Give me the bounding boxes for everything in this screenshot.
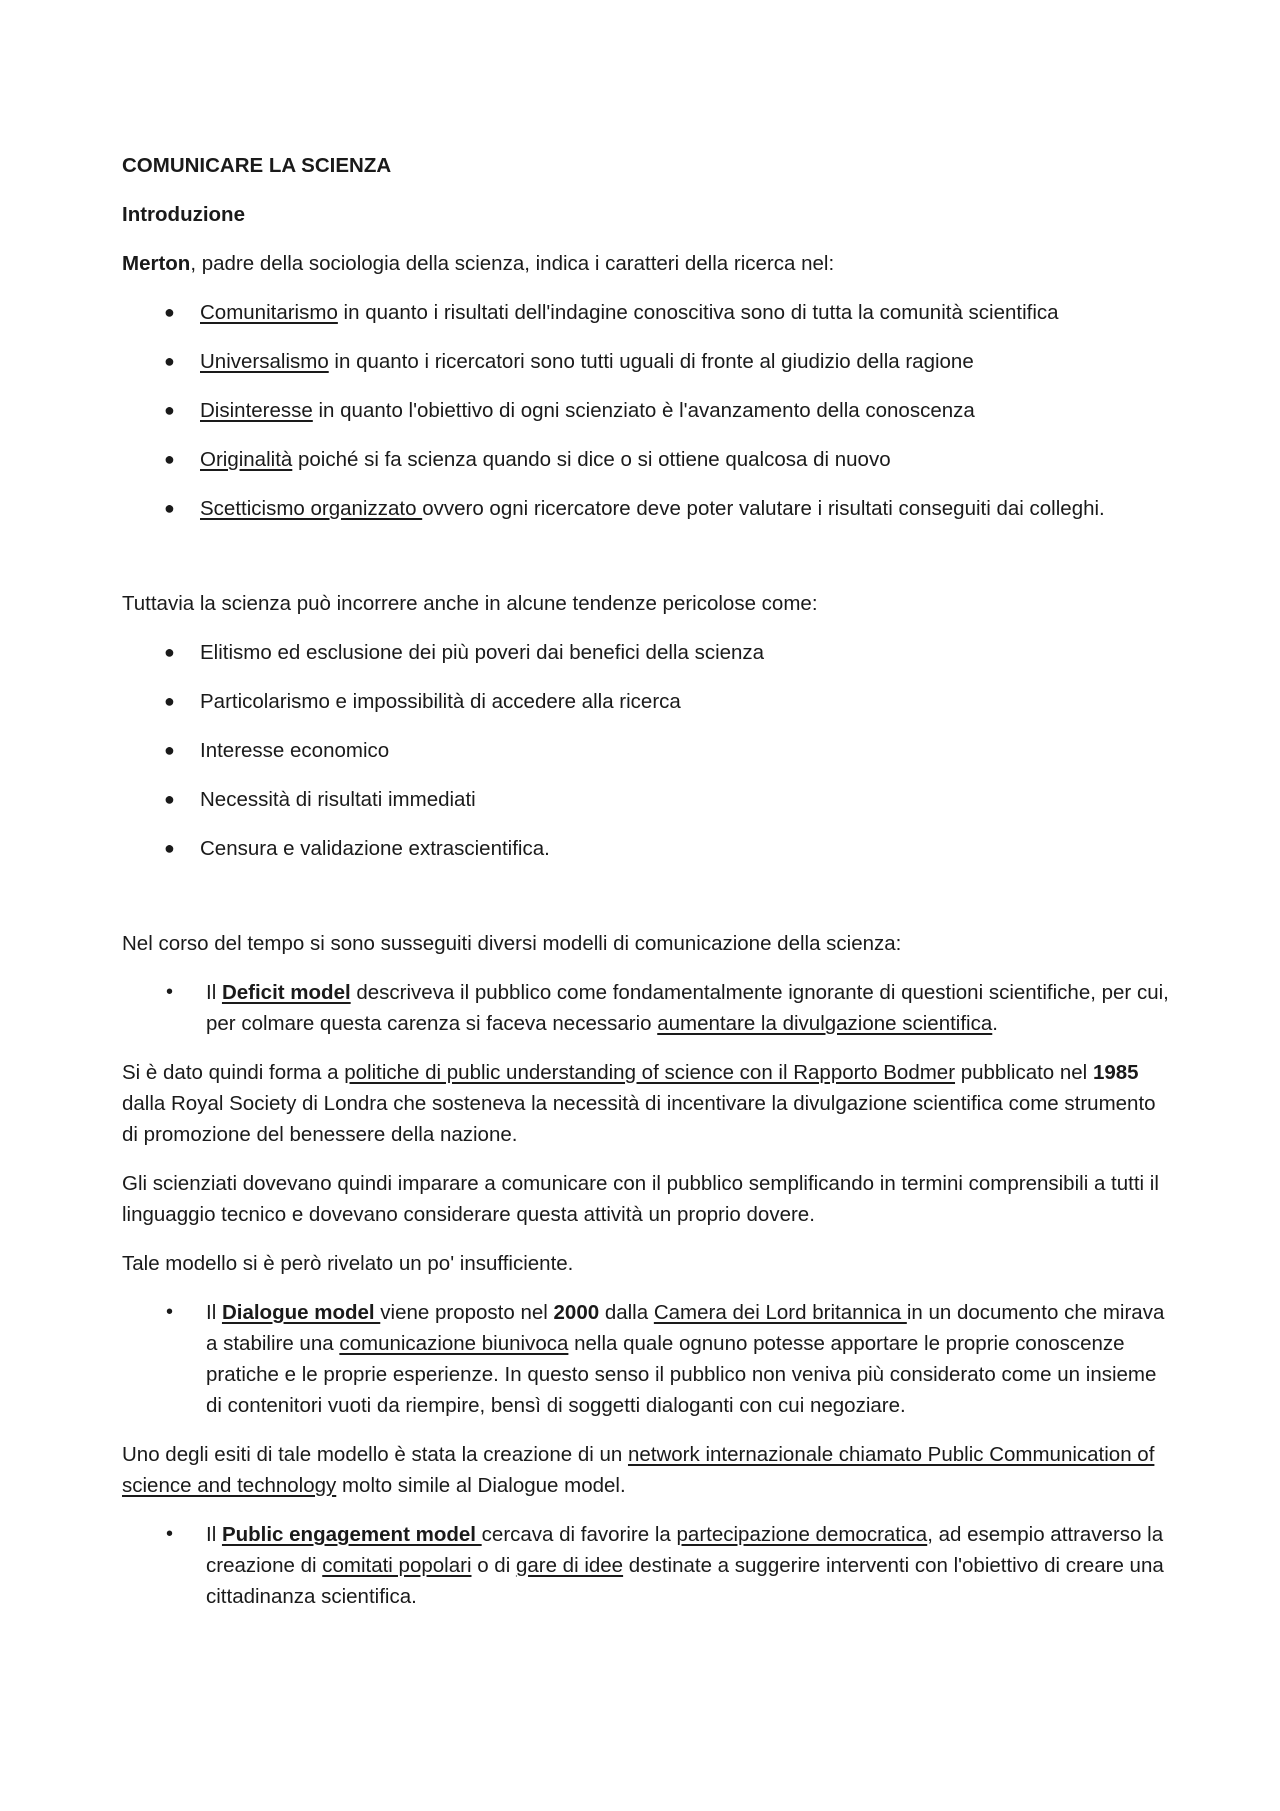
list-item: ● Scetticismo organizzato ovvero ogni ricercatore deve poter valutare i risultati conseguiti dai colleghi. <box>122 493 1172 524</box>
bullet-icon: ● <box>164 642 175 662</box>
spacer <box>122 542 1172 588</box>
spacer <box>122 882 1172 928</box>
insufficient-paragraph: Tale modello si è però rivelato un po' insufficiente. <box>122 1252 574 1275</box>
engagement-model-term: Public engagement model <box>221 1523 482 1546</box>
list-item: ● Universalismo in quanto i ricercatori sono tutti uguali di fronte al giudizio della ragione <box>122 346 1172 377</box>
merton-list <box>122 297 1172 524</box>
list-item: ● Interesse economico <box>122 735 1172 766</box>
scientists-paragraph: Gli scienziati dovevano quindi imparare a comunicare con il pubblico semplificando in termini comprensibili a tutti il linguaggio tecnico e dovevano considerare questa attività un proprio dovere. <box>122 1172 1159 1226</box>
bullet-icon: ● <box>164 302 175 322</box>
risks-intro: Tuttavia la scienza può incorrere anche in alcune tendenze pericolose come: <box>122 592 818 615</box>
list-item: ● Necessità di risultati immediati <box>122 784 1172 815</box>
bullet-icon: ● <box>164 789 175 809</box>
bullet-icon: ● <box>164 498 175 518</box>
list-item: ● Particolarismo e impossibilità di accedere alla ricerca <box>122 686 1172 717</box>
section-heading: Introduzione <box>122 203 245 226</box>
list-item: ● Disinteresse in quanto l'obiettivo di ogni scienziato è l'avanzamento della conoscenza <box>122 395 1172 426</box>
list-item: ● Censura e validazione extrascientifica. <box>122 833 1172 864</box>
list-item: ● Originalità poiché si fa scienza quando si dice o si ottiene qualcosa di nuovo <box>122 444 1172 475</box>
list-item: ● Elitismo ed esclusione dei più poveri dai benefici della scienza <box>122 637 1172 668</box>
bullet-icon: ● <box>164 691 175 711</box>
list-item: • Il Dialogue model viene proposto nel 2000 dalla Camera dei Lord britannica in un documento che mirava a stabilire una comunicazione biunivoca nella quale ognuno potesse apportare le proprie conoscenze pratiche e le proprie esperienze. In questo senso il pubblico non veniva più considerato come un insieme di contenitori vuoti da riempire, bensì di soggetti dialoganti con cui negoziare. <box>122 1297 1172 1421</box>
intro-paragraph: Merton, padre della sociologia della scienza, indica i caratteri della ricerca nel: <box>122 252 835 275</box>
dialogue-model-term: Dialogue model <box>221 1301 381 1324</box>
document-title: COMUNICARE LA SCIENZA <box>122 154 392 177</box>
deficit-list <box>122 977 1172 1039</box>
list-item: • Il Deficit model descriveva il pubblico come fondamentalmente ignorante di questioni scientifiche, per cui, per colmare questa carenza si faceva necessario aumentare la divulgazione scientifica. <box>122 977 1172 1039</box>
risks-list <box>122 637 1172 864</box>
list-item: • Il Public engagement model cercava di favorire la partecipazione democratica, ad esempio attraverso la creazione di comitati popolari o di gare di idee destinate a suggerire interventi con l'obiettivo di creare una cittadinanza scientifica. <box>122 1519 1172 1612</box>
bullet-icon: • <box>166 981 174 1003</box>
document-page <box>122 150 1172 1630</box>
bullet-icon: ● <box>164 400 175 420</box>
bullet-icon: • <box>166 1523 174 1545</box>
engagement-list <box>122 1519 1172 1612</box>
bullet-icon: ● <box>164 351 175 371</box>
bodmer-paragraph: Si è dato quindi forma a politiche di public understanding of science con il Rapporto Bodmer pubblicato nel 1985 dalla Royal Society di Londra che sosteneva la necessità di incentivare la divulgazione scientifica come strumento di promozione del benessere della nazione. <box>122 1061 1156 1146</box>
bullet-icon: • <box>166 1301 174 1323</box>
merton-name: Merton <box>122 252 191 275</box>
bullet-icon: ● <box>164 740 175 760</box>
network-paragraph: Uno degli esiti di tale modello è stata la creazione di un network internazionale chiamato Public Communication of science and technology molto simile al Dialogue model. <box>122 1443 1155 1497</box>
list-item: ● Comunitarismo in quanto i risultati dell'indagine conoscitiva sono di tutta la comunità scientifica <box>122 297 1172 328</box>
deficit-model-term: Deficit model <box>221 981 351 1004</box>
models-intro: Nel corso del tempo si sono susseguiti diversi modelli di comunicazione della scienza: <box>122 932 902 955</box>
dialogue-list <box>122 1297 1172 1421</box>
bullet-icon: ● <box>164 838 175 858</box>
bullet-icon: ● <box>164 449 175 469</box>
